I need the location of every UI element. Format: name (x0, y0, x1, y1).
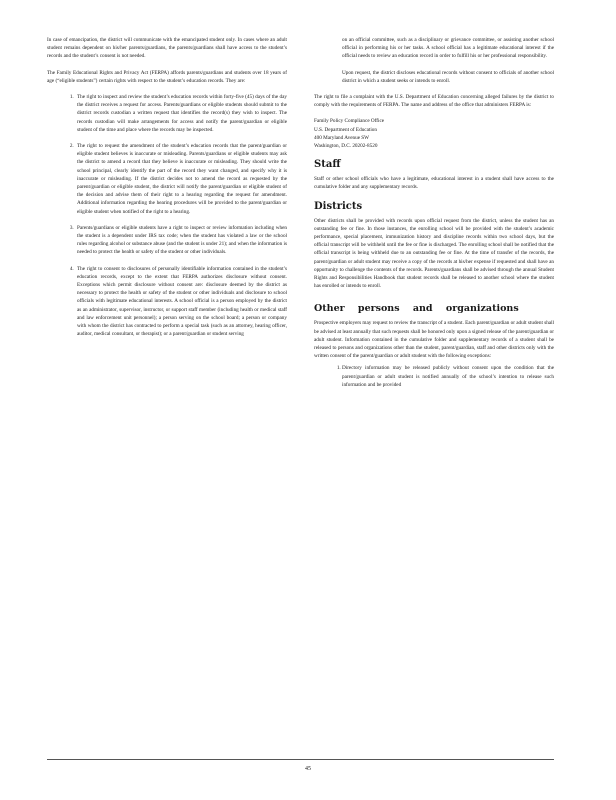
ferpa-office-address (314, 117, 554, 150)
other-persons-paragraph: Prospective employers may request to review the transcript of a student. Each parent/guardian or adult student shall be advised at least annually that such requests shall be honored only upon a signed release of the parent/guardian or adult student. Information contained in the cumulative folder and supplementary records of a student shall be released to persons and organizations other than the student, parent/guardian, staff and other districts only with the written consent of the parent/guardian or adult student with the following exceptions: (314, 320, 554, 360)
page-number: 45 (305, 766, 311, 772)
address-line: U.S. Department of Education (314, 126, 377, 133)
staff-paragraph: Staff or other school officials who have a legitimate, educational interest in a student shall have access to the cumulative folder and any supplementary records. (314, 176, 554, 191)
complaint-paragraph: The right to file a complaint with the U.S. Department of Education concerning alleged failures by the district to comply with the requirements of FERPA. The name and address of the office that administers FERPA is: (314, 94, 554, 109)
right-column (314, 36, 554, 389)
right-to-consent-item: 4. The right to consent to disclosures of personally identifiable information contained in the student’s education records, except to the extent that FERPA authorizes disclosure without consent. Exceptions which permit disclosure without consent are: disclosure deemed by the district as necessary to protect the health or safety of the student or other individuals and disclosure to school officials with legitimate educational interests. A school official is a person employed by the district as an administrator, supervisor, instructor, or support staff member (including health or medical staff and law enforcement unit personnel); a person serving on the school board; a person or company with whom the district has contracted to perform a special task (such as an attorney, hearing officer, auditor, medical consultant, or therapist); or a parent/guardian or student serving (75, 265, 287, 339)
districts-paragraph: Other districts shall be provided with records upon official request from the district, unless the student has an outstanding fee or fine. In those instances, the enrolling school will be provided with the student’s academic performance, special placement, immunization history and discipline records within two school days, but the official transcript will be withheld until the fee or fine is discharged. The enrolling school shall be notified that the official transcript is being withheld due to an outstanding fee or fine. At the time of transfer of the records, the parent/guardian or adult student may receive a copy of the records at his/her expense if requested and shall have an opportunity to challenge the contents of the records. Parents/guardians shall be advised through the annual Student Rights and Responsibilities Handbook that student records shall be released to another school where the student has enrolled or intends to enroll. (314, 217, 554, 290)
emancipation-paragraph: In case of emancipation, the district will communicate with the emancipated student only. In cases where an adult student remains dependent on his/her parents/guardians, the parents/guardians shall have access to the student’s records and the student’s consent is not needed. (47, 37, 287, 60)
directory-information-item: 1. Directory information may be released publicly without consent upon the condition that the parent/guardian or adult student is notified annually of the school’s intention to release such information and be provided (342, 364, 554, 389)
staff-heading: Staff (314, 159, 341, 171)
districts-heading: Districts (314, 200, 363, 212)
left-column (47, 36, 287, 347)
right-to-amend-item: 2. The right to request the amendment of the student’s education records that the parent/guardian or eligible student believes is inaccurate or misleading. Parents/guardians or eligible students may ask the district to amend a record that they believe is inaccurate or misleading. They should write the school principal, clearly identify the part of the record they want changed, and specify why it is inaccurate or misleading. If the district decides not to amend the record as requested by the parent/guardian or eligible student, the district will notify the parent/guardian or eligible student of the decision and advise them of their right to a hearing regarding the request for amendment. Additional information regarding the hearing procedures will be provided to the parent/guardian or eligible student when notified of the right to a hearing. (75, 142, 287, 216)
address-line: Washington, D.C. 20202-8520 (314, 143, 378, 150)
ferpa-intro-paragraph: The Family Educational Rights and Privacy Act (FERPA) affords parents/guardians and students over 18 years of age (“eligible students”) certain rights with respect to the student’s education records. They are: (47, 69, 287, 84)
school-official-continuation (314, 36, 554, 85)
continuation-paragraph: on an official committee, such as a disciplinary or grievance committee, or assisting another school official in performing his or her tasks. A school official has a legitimate educational interest if the official needs to review an education record in order to fulfill his or her professional responsibility. (342, 37, 554, 60)
footer-divider (47, 759, 554, 760)
address-line: 400 Maryland Avenue SW (314, 134, 370, 141)
other-persons-heading: Other persons and organizations (314, 303, 519, 315)
right-to-review-item: 3. Parents/guardians or eligible students have a right to inspect or review information including when the student is a dependent under IRS tax code; when the student has violated a law or the school rules regarding alcohol or substance abuse (and the student is under 21); and when the information is needed to protect the health or safety of the student or other individuals. (75, 224, 287, 257)
address-line: Family Policy Compliance Office (314, 118, 385, 125)
upon-request-paragraph: Upon request, the district discloses educational records without consent to officials of another school district in which a student seeks or intends to enroll. (342, 69, 554, 84)
right-to-inspect-item: 1. The right to inspect and review the student’s education records within forty-five (45) days of the day the district receives a request for access. Parents/guardians or eligible students should submit to the district records custodian a written request that identifies the record(s) they wish to inspect. The records custodian will make arrangements for access and notify the parent/guardian or eligible student of the time and place where the records may be inspected. (75, 93, 287, 134)
ferpa-rights-list (47, 93, 287, 338)
exceptions-list (314, 364, 554, 389)
